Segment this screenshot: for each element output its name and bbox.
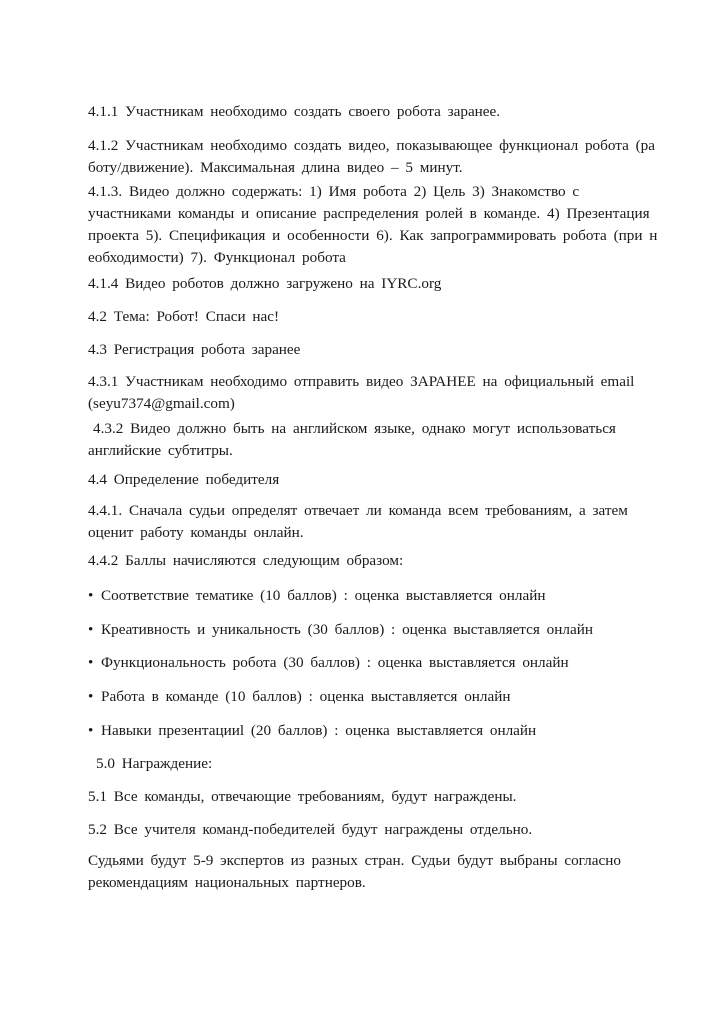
paragraph-4-4: [88, 469, 660, 491]
text-line: 4.4.1. Сначала судьи определят отвечает ли команда всем требованиям, а затем: [88, 502, 628, 519]
text-line: 4.3 Регистрация робота заранее: [88, 341, 301, 358]
bullet-item: [88, 686, 660, 708]
text-line: 4.1.4 Видео роботов должно загружено на IYRC.org: [88, 275, 442, 292]
paragraph-4-4-2: [88, 550, 660, 572]
bullet-item: [88, 720, 660, 742]
text-line: 4.3.1 Участникам необходимо отправить видео ЗАРАНЕЕ на официальный email: [88, 373, 635, 390]
text-line: 4.3.2 Видео должно быть на английском языке, однако могут использоваться: [93, 420, 616, 437]
bullet-icon: •: [88, 688, 94, 705]
paragraph-4-3-2: [88, 418, 660, 462]
bullet-text: Соответствие тематике (10 баллов) : оценка выставляется онлайн: [101, 587, 546, 604]
text-line: Судьями будут 5-9 экспертов из разных стран. Судьи будут выбраны согласно: [88, 852, 621, 869]
text-line: 4.1.2 Участникам необходимо создать видео, показывающее функционал робота (ра: [88, 137, 656, 154]
text-line: участниками команды и описание распределения ролей в команде. 4) Презентация: [88, 205, 650, 222]
text-line: 5.1 Все команды, отвечающие требованиям, будут награждены.: [88, 788, 517, 805]
paragraph-4-2: [88, 306, 660, 328]
text-line: 5.0 Награждение:: [96, 755, 213, 772]
bullet-icon: •: [88, 621, 94, 638]
bullet-icon: •: [88, 722, 94, 739]
text-line: 5.2 Все учителя команд-победителей будут награждены отдельно.: [88, 821, 533, 838]
text-line: 4.4 Определение победителя: [88, 471, 280, 488]
paragraph-judges: [88, 850, 660, 894]
text-line: еобходимости) 7). Функционал робота: [88, 249, 346, 266]
bullet-text: Навыки презентацииl (20 баллов) : оценка выставляется онлайн: [101, 722, 537, 739]
text-line: проекта 5). Спецификация и особенности 6). Как запрограммировать робота (при н: [88, 227, 658, 244]
text-line: 4.1.1 Участникам необходимо создать своего робота заранее.: [88, 103, 501, 120]
paragraph-4-1-3: [88, 181, 660, 269]
bullet-text: Креативность и уникальность (30 баллов) : оценка выставляется онлайн: [101, 621, 593, 638]
bullet-item: [88, 652, 660, 674]
paragraph-4-1-4: [88, 273, 660, 295]
paragraph-5-2: [88, 819, 660, 841]
bullet-text: Работа в команде (10 баллов) : оценка выставляется онлайн: [101, 688, 511, 705]
paragraph-5-0: [88, 753, 660, 775]
paragraph-5-1: [88, 786, 660, 808]
bullet-text: Функциональность робота (30 баллов) : оценка выставляется онлайн: [101, 654, 569, 671]
text-line: (seyu7374@gmail.com): [88, 395, 235, 412]
text-line: рекомендациям национальных партнеров.: [88, 874, 366, 891]
text-line: оценит работу команды онлайн.: [88, 524, 304, 541]
text-line: 4.2 Тема: Робот! Спаси нас!: [88, 308, 280, 325]
paragraph-4-4-1: [88, 500, 660, 544]
bullet-item: [88, 585, 660, 607]
paragraph-4-3: [88, 339, 660, 361]
bullet-icon: •: [88, 654, 94, 671]
paragraph-4-1-2: [88, 135, 660, 179]
text-line: 4.1.3. Видео должно содержать: 1) Имя робота 2) Цель 3) Знакомство с: [88, 183, 580, 200]
paragraph-4-1-1: [88, 101, 660, 123]
bullet-item: [88, 619, 660, 641]
bullet-icon: •: [88, 587, 94, 604]
text-line: боту/движение). Максимальная длина видео – 5 минут.: [88, 159, 463, 176]
paragraph-4-3-1: [88, 371, 660, 415]
text-line: 4.4.2 Баллы начисляются следующим образом:: [88, 552, 404, 569]
text-line: английские субтитры.: [88, 442, 233, 459]
